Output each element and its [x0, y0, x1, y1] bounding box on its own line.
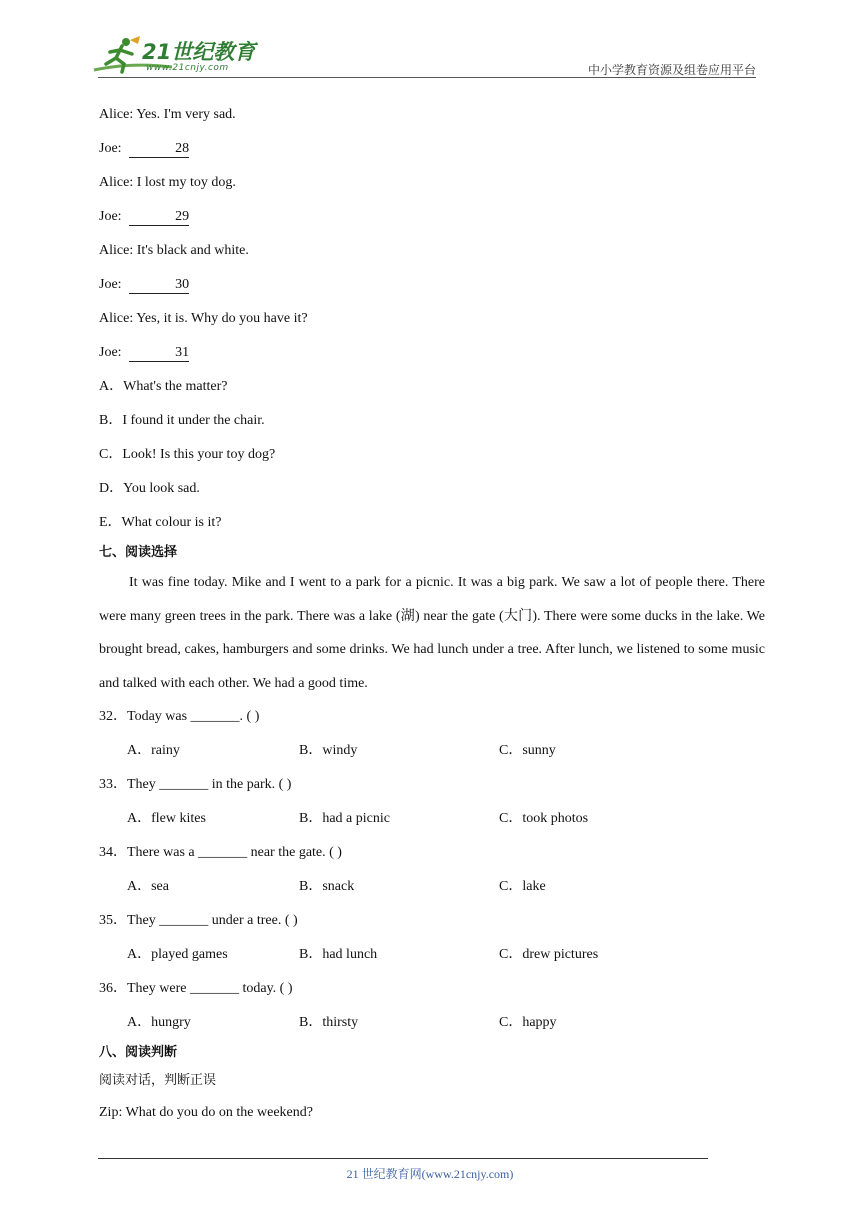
option-c: C．lake — [499, 879, 546, 895]
option-b: B．thirsty — [299, 1015, 359, 1031]
question-options — [99, 734, 765, 768]
option-a: A．played games — [127, 947, 228, 963]
option-b: B．snack — [299, 879, 355, 895]
section-title: 七、阅读选择 — [99, 545, 178, 560]
choice-option: B．I found it under the chair. — [99, 413, 265, 428]
footer-site-link[interactable]: 21 世纪教育网(www.21cnjy.com) — [346, 1167, 514, 1181]
option-b: B．had lunch — [299, 947, 378, 963]
question-stem: 33．They _______ in the park. ( ) — [99, 777, 292, 793]
option-a: A．flew kites — [127, 811, 206, 827]
option-b: B．windy — [299, 743, 358, 759]
option-c: C．happy — [499, 1015, 557, 1031]
answer-blank: 31 — [129, 345, 189, 362]
footer-divider — [98, 1158, 708, 1159]
option-a: A．sea — [127, 879, 169, 895]
question-options — [99, 1006, 765, 1040]
site-logo — [92, 34, 262, 78]
document-body — [99, 98, 765, 1130]
dialogue-line: Alice: I lost my toy dog. — [99, 175, 236, 190]
section-title: 八、阅读判断 — [99, 1045, 178, 1061]
section-instruction: 阅读对话，判断正误 — [99, 1073, 217, 1089]
page-header — [0, 0, 860, 80]
answer-blank: 30 — [129, 277, 189, 294]
question-options — [99, 802, 765, 836]
dialogue-line: Alice: Yes, it is. Why do you have it? — [99, 311, 308, 326]
question-stem: 32．Today was _______. ( ) — [99, 709, 260, 725]
dialogue-line: Joe: 29 — [99, 209, 190, 224]
dialogue-line: Joe: 31 — [99, 345, 190, 360]
choice-option: D．You look sad. — [99, 481, 200, 496]
header-divider — [98, 77, 756, 78]
question-stem: 36．They were _______ today. ( ) — [99, 981, 293, 997]
logo-url: www.21cnjy.com — [146, 63, 229, 73]
choice-option: C．Look! Is this your toy dog? — [99, 447, 276, 462]
option-b: B．had a picnic — [299, 811, 390, 827]
dialogue-line: Joe: 28 — [99, 141, 190, 156]
dialogue-line: Zip: What do you do on the weekend? — [99, 1105, 313, 1121]
header-platform-text: 中小学教育资源及组卷应用平台 — [587, 63, 756, 77]
dialogue-line: Alice: It's black and white. — [99, 243, 249, 258]
dialogue-line: Alice: Yes. I'm very sad. — [99, 107, 236, 122]
option-c: C．took photos — [499, 811, 589, 827]
answer-blank: 29 — [129, 209, 189, 226]
logo-text: 21世纪教育 — [142, 40, 256, 64]
choice-option: E．What colour is it? — [99, 515, 222, 530]
option-c: C．sunny — [499, 743, 556, 759]
question-options — [99, 870, 765, 904]
question-stem: 35．They _______ under a tree. ( ) — [99, 913, 298, 929]
question-stem: 34．There was a _______ near the gate. ( ) — [99, 845, 342, 861]
dialogue-line: Joe: 30 — [99, 277, 190, 292]
option-a: A．rainy — [127, 743, 180, 759]
reading-passage: It was fine today. Mike and I went to a park for a picnic. It was a big park. We saw a lot of people there. There were many green trees in the park. There was a lake (湖) near the gate (大门). There were some ducks in the lake. We brought bread, cakes, hamburgers and some drinks. We had lunch under a tree. After lunch, we listened to some music and talked with each other. We had a good time. — [99, 575, 765, 691]
choice-option: A．What's the matter? — [99, 379, 228, 394]
question-options — [99, 938, 765, 972]
option-a: A．hungry — [127, 1015, 191, 1031]
answer-blank: 28 — [129, 141, 189, 158]
option-c: C．drew pictures — [499, 947, 599, 963]
